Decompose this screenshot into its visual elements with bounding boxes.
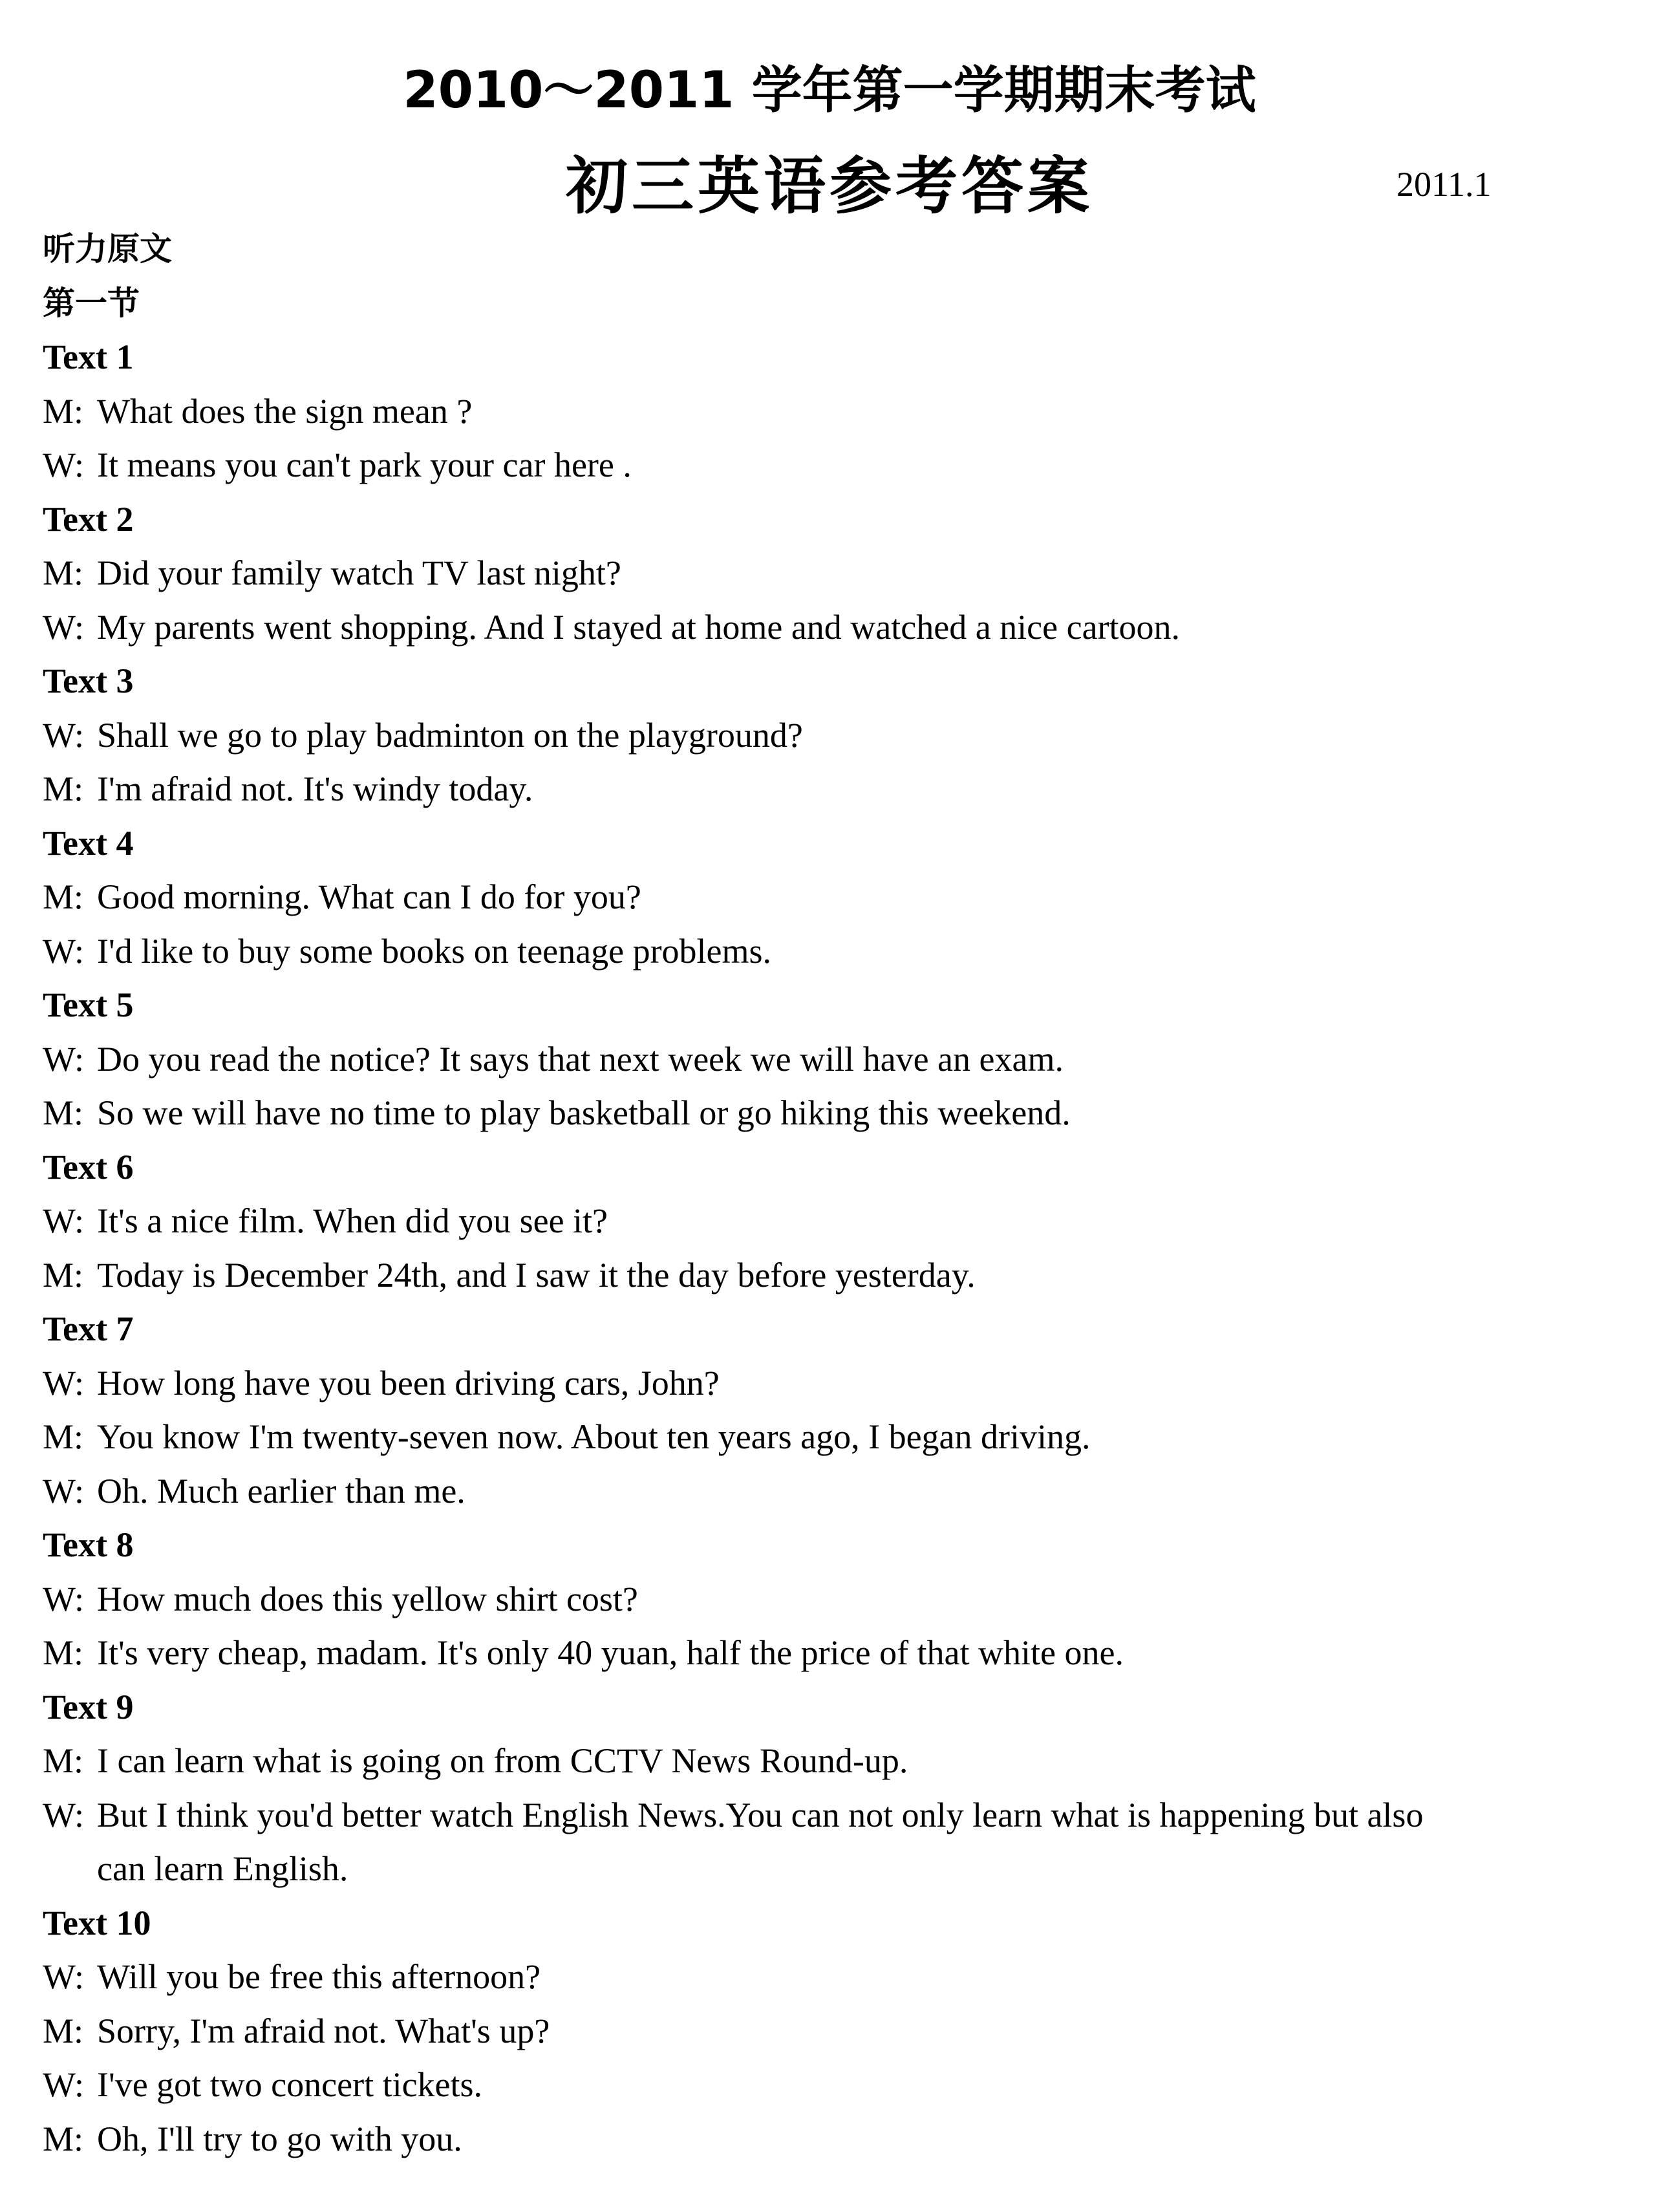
- speaker-label: W:: [43, 1201, 84, 1240]
- speaker-label: W:: [43, 446, 84, 484]
- text-heading: Text 2: [43, 499, 134, 539]
- dialogue-line: [43, 762, 1594, 817]
- dialogue-text: Today is December 24th, and I saw it the day before yesterday.: [97, 1255, 976, 1294]
- dialogue-text: Oh. Much earlier than me.: [97, 1471, 466, 1510]
- dialogue-line: [43, 1194, 1594, 1249]
- speaker-label: M:: [43, 391, 84, 431]
- speaker-label: W:: [43, 931, 84, 971]
- speaker-label: M:: [43, 769, 84, 808]
- dialogue-text: How long have you been driving cars, John?: [97, 1363, 720, 1402]
- dialogue-text: Shall we go to play badminton on the playground?: [97, 715, 803, 755]
- listening-transcript: [43, 222, 1594, 2166]
- dialogue-text: You know I'm twenty-seven now. About ten years ago, I began driving.: [97, 1417, 1091, 1456]
- speaker-label: M:: [43, 1633, 84, 1672]
- dialogue-line: [43, 1950, 1594, 2004]
- dialogue-line: [43, 1573, 1594, 1627]
- text-heading: Text 10: [43, 1903, 151, 1942]
- dialogue-text: But I think you'd better watch English News.You can not only learn what is happening but also: [97, 1795, 1424, 1834]
- text-heading: Text 7: [43, 1309, 134, 1348]
- dialogue-line: [43, 1410, 1594, 1465]
- speaker-label: M:: [43, 2011, 84, 2050]
- dialogue-line: [43, 385, 1594, 439]
- section-heading: 听力原文: [43, 230, 172, 268]
- dialogue-text: I can learn what is going on from CCTV News Round-up.: [97, 1741, 908, 1780]
- dialogue-line: [43, 438, 1594, 493]
- text-heading: Text 3: [43, 661, 134, 700]
- text-heading: Text 1: [43, 338, 134, 376]
- dialogue-text: Will you be free this afternoon?: [97, 1957, 541, 1996]
- speaker-label: W:: [43, 607, 84, 647]
- dialogue-text: Sorry, I'm afraid not. What's up?: [97, 2011, 550, 2050]
- dialogue-line: [43, 1033, 1594, 1087]
- dialogue-text: It means you can't park your car here .: [97, 446, 632, 484]
- dialogue-line: [43, 546, 1594, 601]
- speaker-label: W:: [43, 1039, 84, 1079]
- dialogue-line: [43, 1465, 1594, 1519]
- dialogue-line: [43, 925, 1594, 979]
- dialogue-line: [43, 709, 1594, 763]
- dialogue-text: My parents went shopping. And I stayed at home and watched a nice cartoon.: [97, 607, 1181, 647]
- text-heading: Text 4: [43, 823, 134, 863]
- dialogue-line: [43, 1788, 1594, 1843]
- speaker-label: W:: [43, 1579, 84, 1618]
- dialogue-text: Do you read the notice? It says that next week we will have an exam.: [97, 1039, 1064, 1079]
- dialogue-text: So we will have no time to play basketball or go hiking this weekend.: [97, 1093, 1071, 1132]
- dialogue-line: [43, 1626, 1594, 1680]
- speaker-label: W:: [43, 1471, 84, 1510]
- text-heading: Text 6: [43, 1147, 134, 1187]
- dialogue-text: What does the sign mean ?: [97, 391, 473, 431]
- dialogue-line: [43, 1086, 1594, 1141]
- dialogue-text: How much does this yellow shirt cost?: [97, 1579, 638, 1618]
- dialogue-line: [43, 2058, 1594, 2112]
- speaker-label: M:: [43, 877, 84, 916]
- exam-title: 2010～2011 学年第一学期期末考试: [403, 61, 1256, 120]
- text-heading: Text 9: [43, 1687, 134, 1726]
- dialogue-line: [43, 2004, 1594, 2059]
- speaker-label: M:: [43, 553, 84, 592]
- speaker-label: M:: [43, 1417, 84, 1456]
- speaker-label: M:: [43, 1093, 84, 1132]
- dialogue-text: Oh, I'll try to go with you.: [97, 2119, 462, 2158]
- dialogue-line: [43, 2112, 1594, 2167]
- speaker-label: W:: [43, 715, 84, 755]
- answer-key-title: 初三英语参考答案: [566, 150, 1093, 222]
- dialogue-text: It's a nice film. When did you see it?: [97, 1201, 608, 1240]
- dialogue-line: [43, 601, 1594, 655]
- dialogue-text: Did your family watch TV last night?: [97, 553, 621, 592]
- section-subheading: 第一节: [43, 284, 140, 322]
- speaker-label: M:: [43, 1741, 84, 1780]
- text-heading: Text 8: [43, 1525, 134, 1564]
- dialogue-text: I'm afraid not. It's windy today.: [97, 769, 533, 808]
- dialogue-line: [43, 1357, 1594, 1411]
- dialogue-text: It's very cheap, madam. It's only 40 yuan, half the price of that white one.: [97, 1633, 1124, 1672]
- speaker-label: M:: [43, 1255, 84, 1294]
- speaker-label: W:: [43, 1795, 84, 1834]
- dialogue-text: I'd like to buy some books on teenage problems.: [97, 931, 772, 971]
- speaker-label: W:: [43, 1363, 84, 1402]
- dialogue-text: I've got two concert tickets.: [97, 2065, 483, 2104]
- dialogue-text: Good morning. What can I do for you?: [97, 877, 641, 916]
- dialogue-continuation: can learn English.: [97, 1849, 348, 1888]
- exam-date: 2011.1: [1397, 165, 1492, 204]
- dialogue-line: [43, 1249, 1594, 1303]
- text-heading: Text 5: [43, 985, 134, 1024]
- speaker-label: W:: [43, 2065, 84, 2104]
- dialogue-line: [43, 1734, 1594, 1788]
- dialogue-line: [43, 870, 1594, 925]
- speaker-label: W:: [43, 1957, 84, 1996]
- speaker-label: M:: [43, 2119, 84, 2158]
